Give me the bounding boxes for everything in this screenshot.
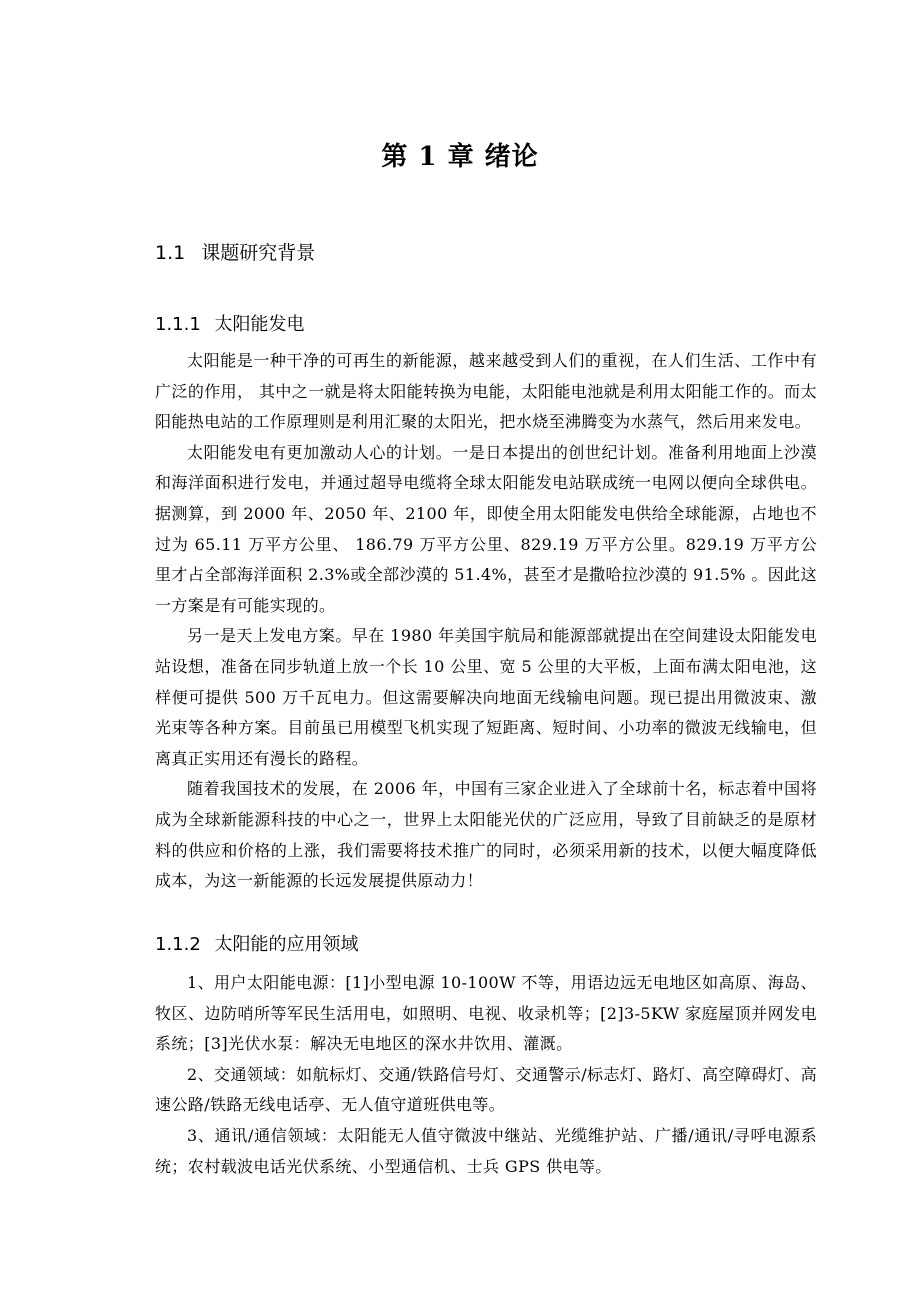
section-1-1-2-body <box>155 968 817 1182</box>
list-item: 2、交通领域：如航标灯、交通/铁路信号灯、交通警示/标志灯、路灯、高空障碍灯、高速公路/铁路无线电话亭、无人值守道班供电等。 <box>155 1064 817 1115</box>
subsection-title: 太阳能的应用领域 <box>214 934 359 955</box>
section-title: 课题研究背景 <box>201 242 316 264</box>
paragraph: 随着我国技术的发展，在 2006 年，中国有三家企业进入了全球前十名，标志着中国将成为全球新能源科技的中心之一，世界上太阳能光伏的广泛应用，导致了目前缺乏的是原材料的供应和价格的上涨，我们需要将技术推广的同时，必须采用新的技术，以便大幅度降低成本，为这一新能源的长远发展提供原动力！ <box>155 779 817 891</box>
subsection-title: 太阳能发电 <box>214 314 305 335</box>
paragraph: 另一是天上发电方案。早在 1980 年美国宇航局和能源部就提出在空间建设太阳能发电站设想，准备在同步轨道上放一个长 10 公里、宽 5 公里的大平板，上面布满太阳电池，这样便可提供 500 万千瓦电力。但这需要解决向地面无线输电问题。现已提出用微波束、激光束等各种方案。目前虽已用模型飞机实现了短距离、短时间、小功率的微波无线输电，但离真正实用还有漫长的路程。 <box>155 626 817 768</box>
paragraph: 太阳能发电有更加激动人心的计划。一是日本提出的创世纪计划。准备利用地面上沙漠和海洋面积进行发电，并通过超导电缆将全球太阳能发电站联成统一电网以便向全球供电。据测算，到 2000 年、2050 年、2100 年，即使全用太阳能发电供给全球能源，占地也不过为 65.11 万平方公里、 186.79 万平方公里、829.19 万平方公里。829.19 万平方公里才占全部海洋面积 2.3%或全部沙漠的 51.4%，甚至才是撒哈拉沙漠的 91.5% 。因此这一方案是有可能实现的。 <box>155 442 817 615</box>
section-1-1-1-body <box>155 346 817 897</box>
section-number: 1.1 <box>155 242 186 264</box>
chapter-title: 第 1 章 绪论 <box>381 142 539 172</box>
subsection-number: 1.1.1 <box>155 314 201 335</box>
list-item: 1、用户太阳能电源：[1]小型电源 10-100W 不等，用语边远无电地区如高原、海岛、牧区、边防哨所等军民生活用电，如照明、电视、收录机等；[2]3-5KW 家庭屋顶并网发电系统；[3]光伏水泵：解决无电地区的深水井饮用、灌溉。 <box>155 973 817 1054</box>
section-heading-1-1 <box>155 240 315 266</box>
subsection-heading-1-1-2 <box>155 932 359 958</box>
paragraph: 太阳能是一种干净的可再生的新能源，越来越受到人们的重视，在人们生活、工作中有广泛的作用， 其中之一就是将太阳能转换为电能，太阳能电池就是利用太阳能工作的。而太阳能热电站的工作原理则是利用汇聚的太阳光，把水烧至沸腾变为水蒸气，然后用来发电。 <box>155 351 817 432</box>
subsection-heading-1-1-1 <box>155 312 305 338</box>
list-item: 3、通讯/通信领域：太阳能无人值守微波中继站、光缆维护站、广播/通讯/寻呼电源系统；农村载波电话光伏系统、小型通信机、士兵 GPS 供电等。 <box>155 1125 817 1176</box>
subsection-number: 1.1.2 <box>155 934 201 955</box>
